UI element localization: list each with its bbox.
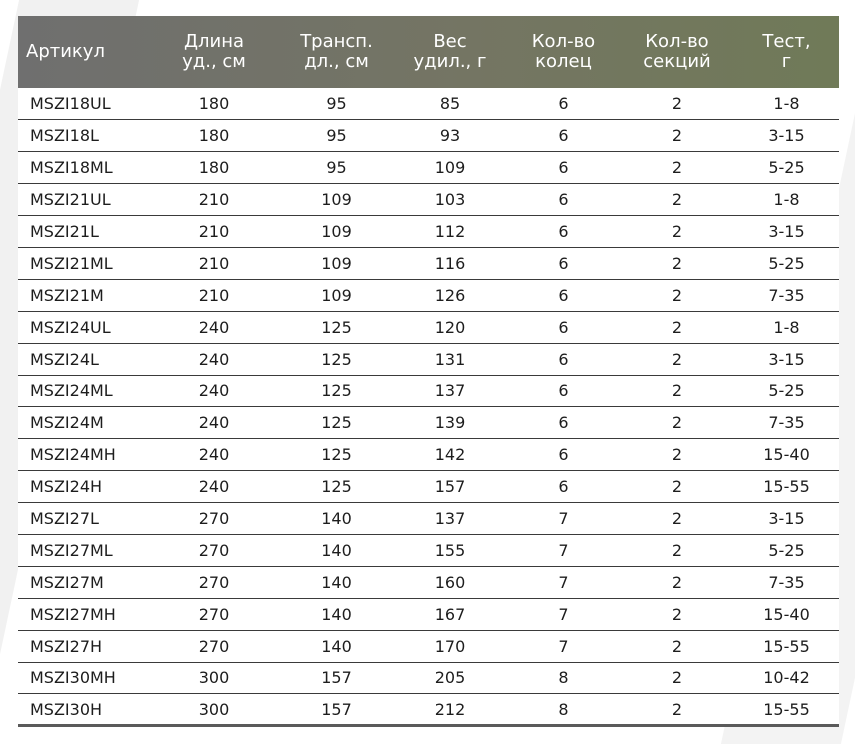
cell-weight: 167 [393,598,507,630]
cell-transport-length: 125 [280,343,393,375]
cell-length: 210 [148,184,280,216]
cell-article: MSZI24H [18,471,148,503]
cell-test: 1-8 [734,311,839,343]
cell-transport-length: 125 [280,375,393,407]
table-row [18,247,839,279]
table-row [18,88,839,120]
cell-rings: 6 [507,120,620,152]
table-row [18,407,839,439]
cell-weight: 131 [393,343,507,375]
table-row [18,184,839,216]
cell-article: MSZI21M [18,279,148,311]
header-rings: Кол-во колец [531,31,596,72]
cell-weight: 112 [393,216,507,248]
cell-weight: 85 [393,88,507,120]
cell-transport-length: 109 [280,279,393,311]
cell-transport-length: 140 [280,630,393,662]
cell-transport-length: 140 [280,598,393,630]
cell-weight: 157 [393,471,507,503]
cell-rings: 6 [507,88,620,120]
cell-weight: 142 [393,439,507,471]
table-row [18,662,839,694]
cell-transport-length: 125 [280,311,393,343]
cell-sections: 2 [620,152,734,184]
table-row [18,471,839,503]
cell-weight: 170 [393,630,507,662]
cell-length: 240 [148,343,280,375]
cell-weight: 205 [393,662,507,694]
cell-rings: 6 [507,343,620,375]
cell-length: 300 [148,662,280,694]
cell-weight: 116 [393,247,507,279]
cell-weight: 137 [393,375,507,407]
cell-transport-length: 109 [280,247,393,279]
cell-transport-length: 140 [280,566,393,598]
cell-rings: 7 [507,566,620,598]
cell-length: 210 [148,247,280,279]
table-body [18,88,839,726]
cell-transport-length: 109 [280,216,393,248]
cell-length: 210 [148,279,280,311]
cell-weight: 109 [393,152,507,184]
table-header [18,16,839,88]
cell-weight: 126 [393,279,507,311]
cell-article: MSZI18L [18,120,148,152]
cell-weight: 120 [393,311,507,343]
cell-transport-length: 125 [280,439,393,471]
cell-length: 240 [148,311,280,343]
cell-length: 180 [148,152,280,184]
cell-rings: 7 [507,598,620,630]
cell-article: MSZI21ML [18,247,148,279]
cell-article: MSZI24ML [18,375,148,407]
cell-rings: 6 [507,471,620,503]
cell-sections: 2 [620,216,734,248]
table-row [18,630,839,662]
table-row [18,375,839,407]
cell-rings: 6 [507,216,620,248]
cell-test: 15-40 [734,439,839,471]
cell-transport-length: 95 [280,88,393,120]
cell-sections: 2 [620,311,734,343]
cell-test: 3-15 [734,216,839,248]
cell-test: 15-55 [734,694,839,726]
cell-rings: 7 [507,534,620,566]
cell-article: MSZI27MH [18,598,148,630]
cell-article: MSZI30MH [18,662,148,694]
cell-sections: 2 [620,439,734,471]
header-article: Артикул [26,41,105,62]
header-weight: Вес удил., г [413,31,487,72]
header-length: Длина уд., см [182,31,246,72]
table-row [18,311,839,343]
cell-article: MSZI27ML [18,534,148,566]
cell-rings: 6 [507,407,620,439]
cell-sections: 2 [620,534,734,566]
cell-article: MSZI27H [18,630,148,662]
cell-weight: 93 [393,120,507,152]
rod-spec-table [18,16,839,727]
cell-rings: 6 [507,439,620,471]
cell-length: 240 [148,471,280,503]
cell-test: 15-55 [734,630,839,662]
cell-test: 7-35 [734,279,839,311]
cell-test: 5-25 [734,152,839,184]
cell-weight: 155 [393,534,507,566]
cell-length: 240 [148,375,280,407]
cell-test: 15-40 [734,598,839,630]
header-transport-length: Трансп. дл., см [300,31,373,72]
header-test: Тест, г [762,31,811,72]
cell-rings: 8 [507,694,620,726]
cell-rings: 6 [507,152,620,184]
cell-test: 5-25 [734,247,839,279]
cell-sections: 2 [620,120,734,152]
cell-test: 5-25 [734,534,839,566]
cell-test: 10-42 [734,662,839,694]
cell-length: 300 [148,694,280,726]
cell-length: 180 [148,88,280,120]
cell-rings: 6 [507,375,620,407]
cell-length: 270 [148,566,280,598]
cell-sections: 2 [620,247,734,279]
cell-sections: 2 [620,694,734,726]
cell-transport-length: 157 [280,662,393,694]
spec-table-container [18,16,839,727]
cell-test: 7-35 [734,566,839,598]
cell-sections: 2 [620,343,734,375]
cell-article: MSZI27M [18,566,148,598]
cell-length: 240 [148,407,280,439]
cell-sections: 2 [620,407,734,439]
cell-length: 240 [148,439,280,471]
cell-rings: 7 [507,630,620,662]
cell-article: MSZI24UL [18,311,148,343]
cell-test: 5-25 [734,375,839,407]
cell-rings: 6 [507,247,620,279]
cell-weight: 160 [393,566,507,598]
cell-sections: 2 [620,630,734,662]
table-row [18,279,839,311]
cell-transport-length: 140 [280,534,393,566]
table-row [18,120,839,152]
cell-sections: 2 [620,566,734,598]
cell-article: MSZI21L [18,216,148,248]
cell-test: 1-8 [734,184,839,216]
cell-transport-length: 157 [280,694,393,726]
cell-article: MSZI24L [18,343,148,375]
cell-article: MSZI18UL [18,88,148,120]
cell-weight: 137 [393,503,507,535]
cell-transport-length: 125 [280,407,393,439]
header-sections: Кол-во секций [643,31,711,72]
cell-sections: 2 [620,662,734,694]
cell-transport-length: 140 [280,503,393,535]
cell-length: 270 [148,630,280,662]
cell-weight: 103 [393,184,507,216]
table-row [18,152,839,184]
cell-article: MSZI21UL [18,184,148,216]
cell-rings: 6 [507,279,620,311]
cell-test: 15-55 [734,471,839,503]
cell-sections: 2 [620,503,734,535]
cell-length: 270 [148,503,280,535]
cell-test: 7-35 [734,407,839,439]
cell-transport-length: 109 [280,184,393,216]
cell-length: 270 [148,534,280,566]
cell-transport-length: 95 [280,120,393,152]
cell-sections: 2 [620,375,734,407]
cell-rings: 6 [507,184,620,216]
table-row [18,694,839,726]
cell-rings: 8 [507,662,620,694]
cell-transport-length: 125 [280,471,393,503]
cell-article: MSZI30H [18,694,148,726]
cell-article: MSZI18ML [18,152,148,184]
cell-sections: 2 [620,279,734,311]
cell-sections: 2 [620,471,734,503]
cell-article: MSZI24MH [18,439,148,471]
table-row [18,534,839,566]
cell-length: 210 [148,216,280,248]
cell-sections: 2 [620,88,734,120]
table-row [18,216,839,248]
table-row [18,503,839,535]
cell-test: 3-15 [734,503,839,535]
cell-article: MSZI27L [18,503,148,535]
cell-test: 1-8 [734,88,839,120]
table-row [18,439,839,471]
cell-test: 3-15 [734,120,839,152]
cell-transport-length: 95 [280,152,393,184]
cell-weight: 139 [393,407,507,439]
table-row [18,598,839,630]
table-row [18,343,839,375]
cell-rings: 6 [507,311,620,343]
cell-sections: 2 [620,598,734,630]
cell-length: 270 [148,598,280,630]
cell-article: MSZI24M [18,407,148,439]
cell-length: 180 [148,120,280,152]
table-row [18,566,839,598]
cell-test: 3-15 [734,343,839,375]
cell-rings: 7 [507,503,620,535]
cell-weight: 212 [393,694,507,726]
header-row [18,16,839,88]
cell-sections: 2 [620,184,734,216]
